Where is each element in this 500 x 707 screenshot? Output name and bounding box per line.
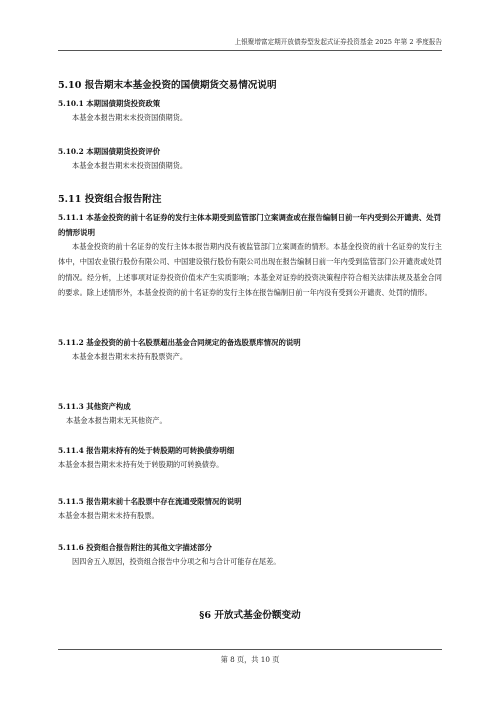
section-5-11-4-heading: 5.11.4 报告期末持有的处于转股期的可转换债券明细 <box>58 446 235 455</box>
section-6-heading: §6 开放式基金份额变动 <box>199 610 301 621</box>
section-5-11-1-body: 本基金投资的前十名证券的发行主体本报告期内没有被监管部门立案调查的情形。本基金投资的前十名证券的发行主体中，中国农业银行股份有限公司、中国建设银行股份有限公司出现在报告编制日前一年内受到监管部门公开谴责或处罚的情况。经分析，上述事项对证券投资价值未产生实质影响；本基金对证券的投资决策程序符合相关法律法规及基金合同的要求。除上述情形外，本基金投资的前十名证券的发行主体在报告编制日前一年内没有受到公开谴责、处罚的情形。 <box>58 242 442 297</box>
section-5-10-1-heading: 5.10.1 本期国债期货投资政策 <box>58 99 161 108</box>
section-5-11-3-body: 本基金本报告期末无其他资产。 <box>66 416 167 425</box>
section-5-11-1-heading: 5.11.1 本基金投资的前十名证券的发行主体本期受到监管部门立案调查或在报告编制日前一年内受到公开谴责、处罚的情形说明 <box>58 213 442 237</box>
section-5-11-2-heading: 5.11.2 基金投资的前十名股票超出基金合同规定的备选股票库情况的说明 <box>58 338 301 347</box>
section-5-10-heading: 5.10 报告期末本基金投资的国债期货交易情况说明 <box>58 80 277 91</box>
section-5-11-3-heading: 5.11.3 其他资产构成 <box>58 402 131 411</box>
page-header: 上银聚增富定期开放债券型发起式证券投资基金 2025 年第 2 季度报告 <box>234 38 442 46</box>
section-5-11-6-heading: 5.11.6 投资组合报告附注的其他文字描述部分 <box>58 543 212 552</box>
section-5-11-heading: 5.11 投资组合报告附注 <box>58 194 162 205</box>
section-5-10-1-body: 本基金本报告期末未投资国债期货。 <box>72 113 188 122</box>
section-5-11-5-heading: 5.11.5 报告期末前十名股票中存在流通受限情况的说明 <box>58 497 242 506</box>
page-number: 第 8 页，共 10 页 <box>220 655 280 664</box>
header-divider <box>58 50 442 51</box>
section-5-10-2-body: 本基金本报告期末未投资国债期货。 <box>72 161 188 170</box>
section-5-11-5-body: 本基金本报告期末未持有股票。 <box>58 511 159 520</box>
section-5-11-2-body: 本基金本报告期末未持有股票资产。 <box>72 352 188 361</box>
section-5-11-4-body: 本基金本报告期末未持有处于转股期的可转换债券。 <box>58 460 224 469</box>
footer-divider <box>58 649 442 650</box>
section-5-10-2-heading: 5.10.2 本期国债期货投资评价 <box>58 147 161 156</box>
section-5-11-6-body: 因四舍五入原因，投资组合报告中分项之和与合计可能存在尾差。 <box>72 557 281 566</box>
